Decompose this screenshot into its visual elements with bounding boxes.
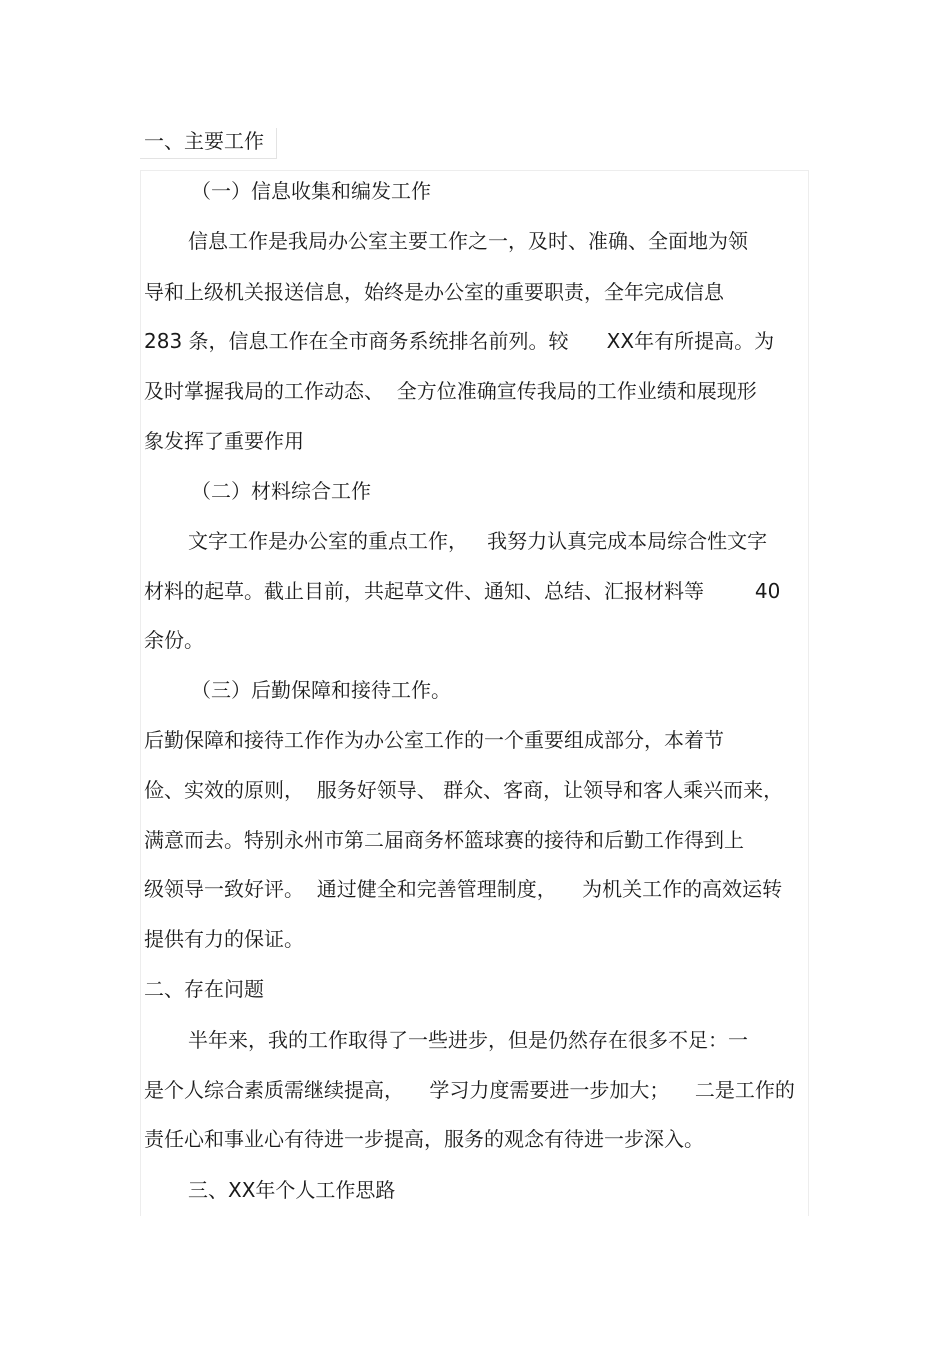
paragraph-line: 提供有力的保证。 xyxy=(144,927,304,951)
paragraph-line: 后勤保障和接待工作作为办公室工作的一个重要组成部分，本着节 xyxy=(144,728,724,752)
subheading-materials: （二）材料综合工作 xyxy=(191,479,371,503)
paragraph-line: 及时掌握我局的工作动态、 全方位准确宣传我局的工作业绩和展现形 xyxy=(144,379,757,403)
subheading-info-collection: （一）信息收集和编发工作 xyxy=(191,179,431,203)
paragraph-line: 余份。 xyxy=(144,628,204,652)
section-heading-plan: 三、XX年个人工作思路 xyxy=(188,1178,396,1202)
paragraph-line: 俭、实效的原则， 服务好领导、 群众、客商，让领导和客人乘兴而来， xyxy=(144,778,784,802)
paragraph-line: 文字工作是办公室的重点工作， 我努力认真完成本局综合性文字 xyxy=(188,529,768,553)
paragraph-line: 级领导一致好评。 通过健全和完善管理制度， 为机关工作的高效运转 xyxy=(144,877,783,901)
paragraph-line: 是个人综合素质需继续提高， 学习力度需要进一步加大； 二是工作的 xyxy=(144,1078,795,1102)
paragraph-line: 信息工作是我局办公室主要工作之一，及时、准确、全面地为领 xyxy=(188,229,748,253)
paragraph-line: 半年来，我的工作取得了一些进步，但是仍然存在很多不足：一 xyxy=(188,1028,748,1052)
paragraph-line: 责任心和事业心有待进一步提高，服务的观念有待进一步深入。 xyxy=(144,1127,704,1151)
paragraph-line: 导和上级机关报送信息，始终是办公室的重要职责，全年完成信息 xyxy=(144,280,724,304)
section-heading-problems: 二、存在问题 xyxy=(144,977,264,1001)
subheading-logistics: （三）后勤保障和接待工作。 xyxy=(191,678,451,702)
paragraph-line: 象发挥了重要作用 xyxy=(144,429,304,453)
section-heading-main-work: 一、主要工作 xyxy=(144,129,264,153)
paragraph-line: 材料的起草。截止目前，共起草文件、通知、总结、汇报材料等 40 xyxy=(144,579,781,603)
paragraph-line: 283 条，信息工作在全市商务系统排名前列。较 XX年有所提高。为 xyxy=(144,329,775,353)
paragraph-line: 满意而去。特别永州市第二届商务杯篮球赛的接待和后勤工作得到上 xyxy=(144,828,744,852)
